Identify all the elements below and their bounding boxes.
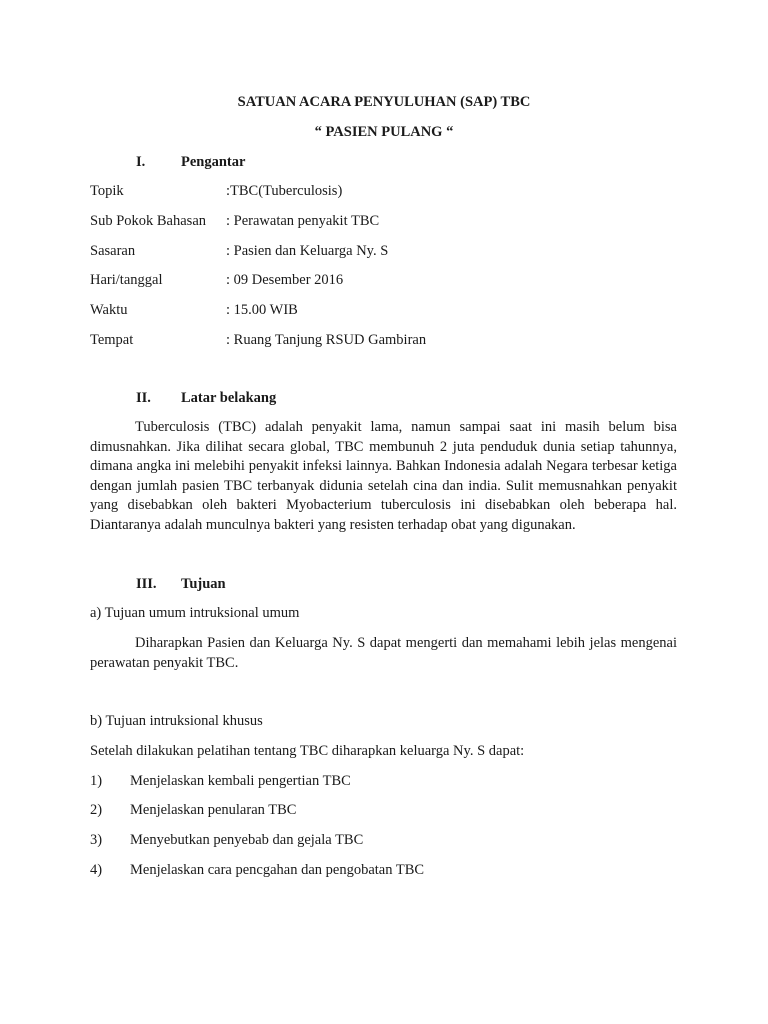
- field-value-tempat: : Ruang Tanjung RSUD Gambiran: [226, 332, 427, 348]
- field-value-sub-pokok-bahasan: : Perawatan penyakit TBC: [226, 213, 380, 229]
- field-label-sasaran: Sasaran: [90, 243, 136, 259]
- objective-item-number: 1): [90, 773, 103, 789]
- field-value-waktu: : 15.00 WIB: [226, 302, 298, 318]
- objective-item-number: 4): [90, 862, 103, 878]
- section-2-number: II.: [136, 390, 151, 406]
- objective-item-number: 2): [90, 802, 103, 818]
- general-objective-label: a) Tujuan umum intruksional umum: [90, 605, 300, 621]
- objective-item-text: Menyebutkan penyebab dan gejala TBC: [130, 832, 364, 848]
- section-1-heading: Pengantar: [181, 154, 246, 170]
- field-value-topik: :TBC(Tuberculosis): [226, 183, 343, 199]
- general-objective-paragraph: [90, 634, 677, 673]
- field-label-hari-tanggal: Hari/tanggal: [90, 272, 163, 288]
- field-value-sasaran: : Pasien dan Keluarga Ny. S: [226, 243, 389, 259]
- general-objective-text: Diharapkan Pasien dan Keluarga Ny. S dapat mengerti dan memahami lebih jelas mengenai perawatan penyakit TBC.: [90, 635, 677, 671]
- objective-item-text: Menjelaskan penularan TBC: [130, 802, 297, 818]
- field-label-tempat: Tempat: [90, 332, 134, 348]
- field-label-topik: Topik: [90, 183, 124, 199]
- field-label-waktu: Waktu: [90, 302, 128, 318]
- background-paragraph: [90, 418, 677, 536]
- section-3-heading: Tujuan: [181, 576, 226, 592]
- section-2-heading: Latar belakang: [181, 390, 277, 406]
- background-paragraph-text: Tuberculosis (TBC) adalah penyakit lama, namun sampai saat ini masih belum bisa dimusnahkan. Jika dilihat secara global, TBC membunuh 2 juta penduduk dunia setiap tahunnya, dimana angka ini melebihi penyakit infeksi lainnya. Bahkan Indonesia adalah Negara terbesar ketiga dengan jumlah pasien TBC terbanyak didunia setelah cina dan india. Sulit memusnahkan penyakit yang disebabkan oleh bakteri Myobacterium tuberculosis ini disebabkan oleh beberapa hal. Diantaranya adalah munculnya bakteri yang resisten terhadap obat yang digunakan.: [90, 419, 677, 533]
- objective-item-text: Menjelaskan kembali pengertian TBC: [130, 773, 351, 789]
- field-label-sub-pokok-bahasan: Sub Pokok Bahasan: [90, 213, 206, 229]
- objective-item-number: 3): [90, 832, 103, 848]
- section-3-number: III.: [136, 576, 157, 592]
- field-value-hari-tanggal: : 09 Desember 2016: [226, 272, 344, 288]
- section-1-number: I.: [136, 154, 146, 170]
- specific-objective-label: b) Tujuan intruksional khusus: [90, 713, 263, 729]
- document-title: SATUAN ACARA PENYULUHAN (SAP) TBC: [237, 94, 531, 110]
- objective-item-text: Menjelaskan cara pencgahan dan pengobatan TBC: [130, 862, 425, 878]
- document-subtitle: “ PASIEN PULANG “: [314, 124, 454, 140]
- specific-objective-intro: Setelah dilakukan pelatihan tentang TBC diharapkan keluarga Ny. S dapat:: [90, 743, 525, 759]
